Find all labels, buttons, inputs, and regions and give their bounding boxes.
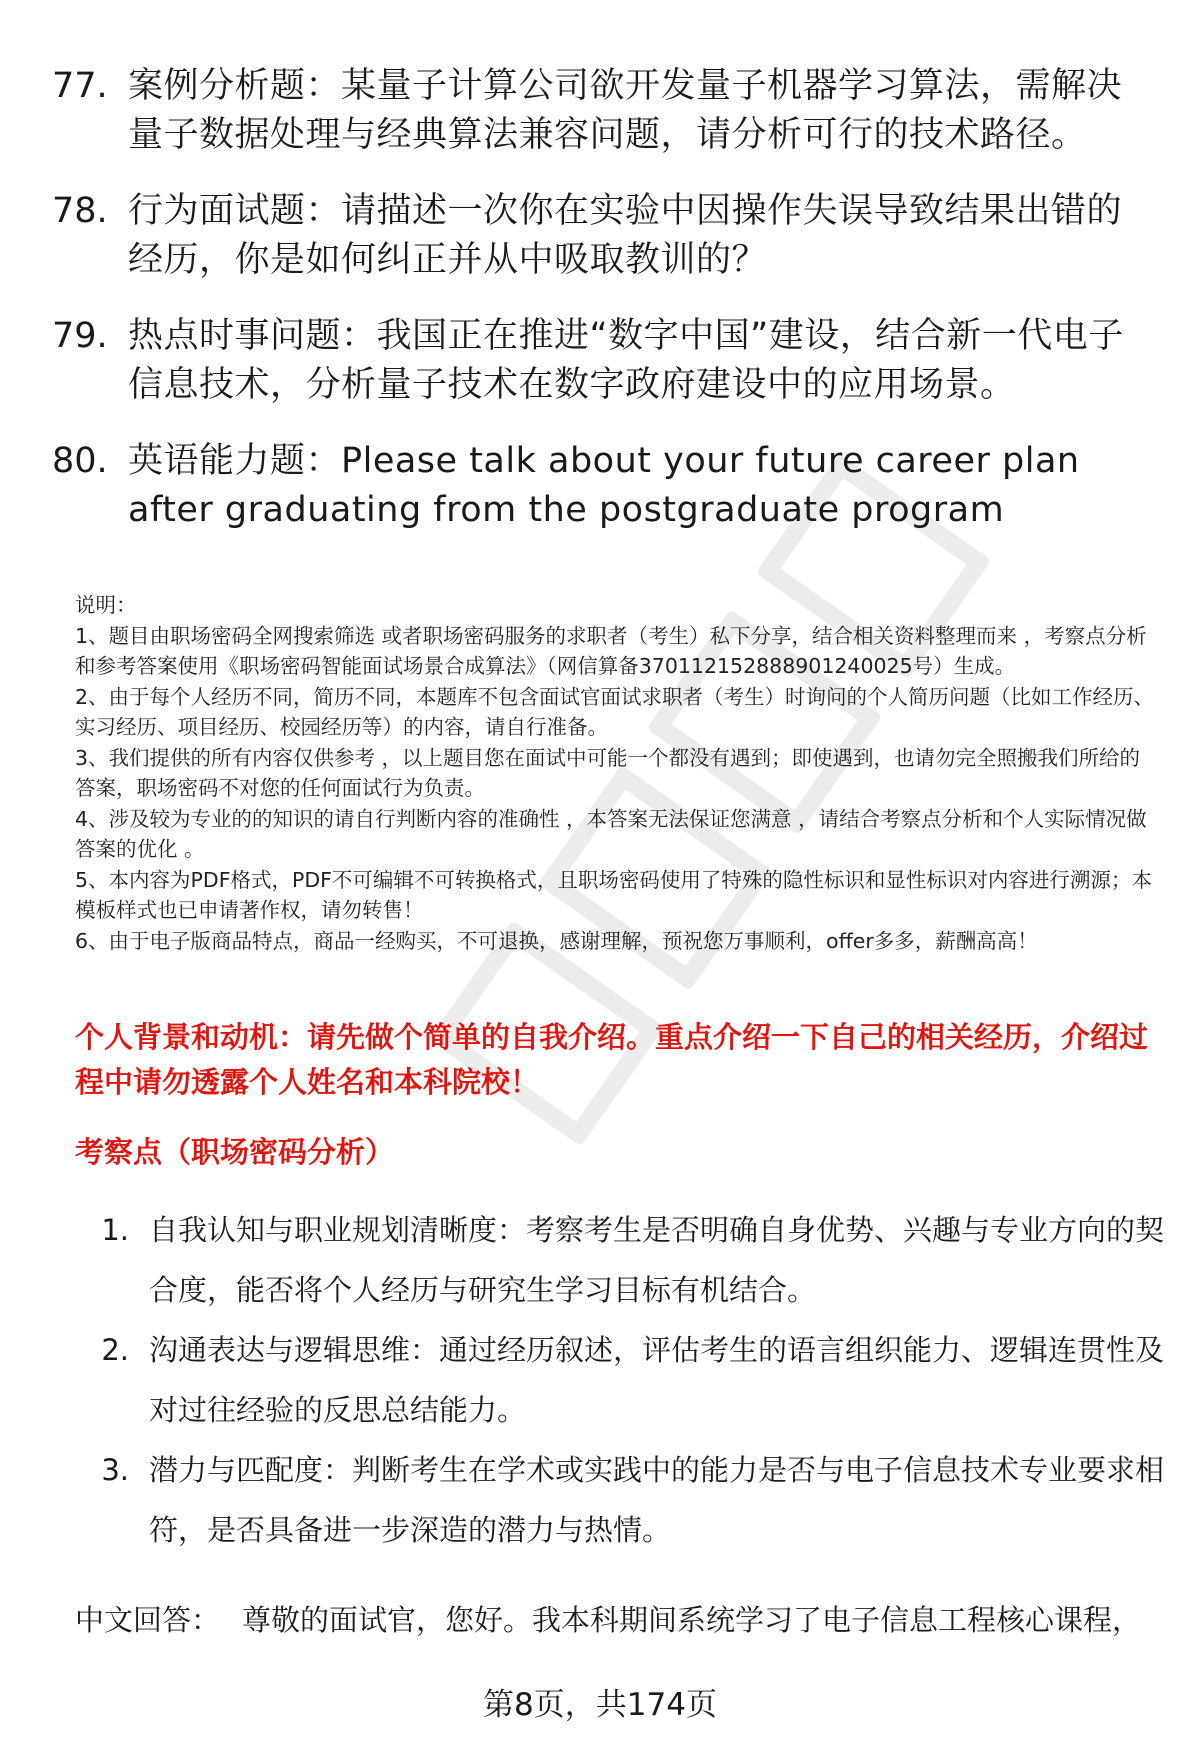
- point-number: 3.: [101, 1453, 129, 1487]
- analysis-point: [75, 1440, 1165, 1560]
- answer-text: 尊敬的面试官，您好。我本科期间系统学习了电子信息工程核心课程，: [242, 1603, 1142, 1637]
- chinese-answer: [75, 1600, 1141, 1640]
- note-item: 4、涉及较为专业的的知识的请自行判断内容的准确性 ，本答案无法保证您满意 ，请结合考察点分析和个人实际情况做答案的优化 。: [75, 806, 1147, 861]
- question-number: 79.: [52, 316, 108, 356]
- section-question-title: 个人背景和动机：请先做个简单的自我介绍。重点介绍一下自己的相关经历，介绍过程中请勿透露个人姓名和本科院校！: [75, 1020, 1149, 1099]
- question-number: 78.: [52, 191, 108, 231]
- analysis-point-list: [75, 1200, 1165, 1560]
- note-item: 3、我们提供的所有内容仅供参考 ，以上题目您在面试中可能一个都没有遇到；即使遇到，也请勿完全照搬我们所给的答案，职场密码不对您的任何面试行为负责。: [75, 745, 1141, 800]
- point-text: 沟通表达与逻辑思维：通过经历叙述，评估考生的语言组织能力、逻辑连贯性及对过往经验的反思总结能力。: [149, 1333, 1165, 1427]
- note-item: 2、由于每个人经历不同，简历不同，本题库不包含面试官面试求职者（考生）时询问的个人简历问题（比如工作经历、实习经历、项目经历、校园经历等）的内容，请自行准备。: [75, 684, 1155, 739]
- analysis-point: [75, 1320, 1165, 1440]
- notes-heading: 说明：: [75, 593, 137, 617]
- analysis-heading: 考察点（职场密码分析）: [75, 1135, 395, 1169]
- question-number: 77.: [52, 66, 108, 106]
- question-text: 案例分析题：某量子计算公司欲开发量子机器学习算法，需解决量子数据处理与经典算法兼容问题，请分析可行的技术路径。: [128, 66, 1123, 155]
- question-list: [52, 62, 1142, 562]
- point-text: 自我认知与职业规划清晰度：考察考生是否明确自身优势、兴趣与专业方向的契合度，能否将个人经历与研究生学习目标有机结合。: [149, 1213, 1165, 1307]
- note-item: 6、由于电子版商品特点，商品一经购买，不可退换，感谢理解，预祝您万事顺利，offer多多，薪酬高高！: [75, 928, 1038, 953]
- question-number: 80.: [52, 441, 108, 481]
- question-text: 行为面试题：请描述一次你在实验中因操作失误导致结果出错的经历，你是如何纠正并从中吸取教训的？: [128, 191, 1123, 280]
- question-item: [52, 437, 1142, 535]
- question-item: [52, 187, 1142, 285]
- answer-label: 中文回答：: [75, 1603, 221, 1637]
- question-item: [52, 62, 1142, 160]
- question-item: [52, 312, 1142, 410]
- page-footer: 第8页，共174页: [483, 1687, 717, 1723]
- point-number: 1.: [101, 1213, 129, 1247]
- question-text: 英语能力题：Please talk about your future career plan after graduating from the postgraduate program: [128, 441, 1080, 530]
- analysis-point: [75, 1200, 1165, 1320]
- point-text: 潜力与匹配度：判断考生在学术或实践中的能力是否与电子信息技术专业要求相符，是否具备进一步深造的潜力与热情。: [149, 1453, 1165, 1547]
- note-item: 1、题目由职场密码全网搜索筛选 或者职场密码服务的求职者（考生）私下分享，结合相关资料整理而来 ，考察点分析和参考答案使用《职场密码智能面试场景合成算法》（网信算备370112152888901240025号）生成。: [75, 623, 1147, 678]
- question-text: 热点时事问题：我国正在推进“数字中国”建设，结合新一代电子信息技术，分析量子技术在数字政府建设中的应用场景。: [128, 316, 1124, 405]
- note-item: 5、本内容为PDF格式，PDF不可编辑不可转换格式，且职场密码使用了特殊的隐性标识和显性标识对内容进行溯源；本模板样式也已申请著作权，请勿转售！: [75, 867, 1152, 922]
- disclaimer-notes: [75, 590, 1160, 956]
- point-number: 2.: [101, 1333, 129, 1367]
